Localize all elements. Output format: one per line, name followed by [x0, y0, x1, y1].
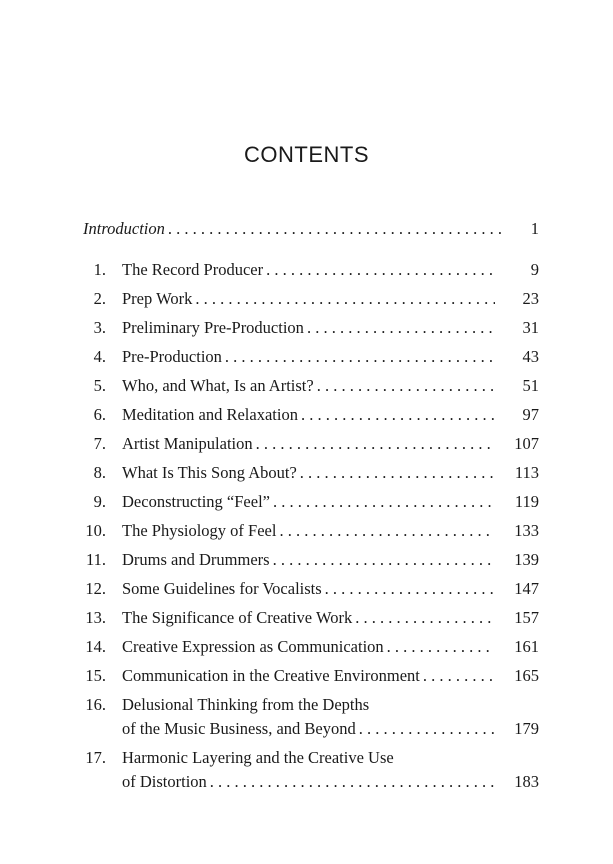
- toc-entry[interactable]: [0, 518, 613, 544]
- toc-entry-title: Prep Work: [122, 289, 193, 308]
- toc-entry[interactable]: [0, 257, 613, 283]
- toc-entry[interactable]: [0, 547, 613, 573]
- toc-entry-number: 16.: [85, 695, 106, 714]
- toc-entry-introduction[interactable]: [0, 216, 613, 242]
- toc-entry-page: 113: [514, 463, 539, 482]
- toc-entry[interactable]: [0, 286, 613, 312]
- toc-entry[interactable]: [0, 605, 613, 631]
- toc-entry-line1[interactable]: [0, 745, 613, 771]
- toc-entry-title: Creative Expression as Communication: [122, 637, 384, 656]
- dot-leader: [270, 547, 495, 573]
- toc-entry-page: 179: [514, 719, 539, 738]
- dot-leader: [304, 315, 495, 341]
- toc-entry[interactable]: [0, 634, 613, 660]
- dot-leader: [314, 373, 495, 399]
- toc-entry[interactable]: [0, 489, 613, 515]
- toc-entry-title: Preliminary Pre-Production: [122, 318, 304, 337]
- toc-entry-line2[interactable]: [0, 716, 613, 742]
- toc-entry-title-line2: of Distortion: [122, 772, 207, 791]
- toc-entry-page: 43: [522, 347, 539, 366]
- dot-leader: [276, 518, 495, 544]
- toc-entry-title-line1: Harmonic Layering and the Creative Use: [122, 748, 394, 767]
- toc-entry-number: 12.: [85, 579, 106, 598]
- toc-entry[interactable]: [0, 576, 613, 602]
- toc-entry-line2[interactable]: [0, 769, 613, 795]
- toc-entry-page: 139: [514, 550, 539, 569]
- dot-leader: [384, 634, 495, 660]
- toc-entry-page: 119: [514, 492, 539, 511]
- toc-entry-page: 165: [514, 666, 539, 685]
- toc-entry-title: The Physiology of Feel: [122, 521, 277, 540]
- toc-entry-title-line1: Delusional Thinking from the Depths: [122, 695, 370, 714]
- dot-leader: [222, 344, 495, 370]
- toc-entry-number: 17.: [85, 748, 106, 767]
- toc-entry-page: 9: [530, 260, 539, 279]
- toc-entry-title: Meditation and Relaxation: [122, 405, 298, 424]
- toc-entry-page: 97: [522, 405, 539, 424]
- toc-entry-page: 147: [514, 579, 539, 598]
- toc-entry[interactable]: [0, 402, 613, 428]
- dot-leader: [207, 769, 495, 795]
- toc-entry-number: 11.: [85, 550, 106, 569]
- toc-entry-title: The Significance of Creative Work: [122, 608, 353, 627]
- toc-entry-number: 5.: [93, 376, 106, 395]
- toc-entry-page: 1: [530, 219, 539, 238]
- dot-leader: [192, 286, 495, 312]
- toc-entry-page: 23: [522, 289, 539, 308]
- dot-leader: [253, 431, 495, 457]
- toc-entry-title: Communication in the Creative Environment: [122, 666, 420, 685]
- toc-entry-number: 7.: [93, 434, 106, 453]
- toc-entry-page: 133: [514, 521, 539, 540]
- toc-entry[interactable]: [0, 373, 613, 399]
- dot-leader: [270, 489, 495, 515]
- toc-entry[interactable]: [0, 431, 613, 457]
- toc-entry-title: Drums and Drummers: [122, 550, 270, 569]
- toc-entry-number: 1.: [93, 260, 106, 279]
- toc-entry-title: Some Guidelines for Vocalists: [122, 579, 322, 598]
- toc-entry-title: Deconstructing “Feel”: [122, 492, 270, 511]
- toc-entry-page: 107: [514, 434, 539, 453]
- toc-entry[interactable]: [0, 663, 613, 689]
- dot-leader: [322, 576, 495, 602]
- dot-leader: [352, 605, 495, 631]
- toc-entry-number: 6.: [93, 405, 106, 424]
- page-title: CONTENTS: [244, 142, 369, 167]
- toc-entry-title-line2: of the Music Business, and Beyond: [122, 719, 356, 738]
- toc-entry-number: 15.: [85, 666, 106, 685]
- dot-leader: [298, 402, 495, 428]
- toc-entry-number: 2.: [93, 289, 106, 308]
- toc-entry-number: 13.: [85, 608, 106, 627]
- toc-entry-page: 183: [514, 772, 539, 791]
- toc-entry-page: 51: [522, 376, 539, 395]
- toc-entry-number: 10.: [85, 521, 106, 540]
- toc-entry[interactable]: [0, 460, 613, 486]
- toc-entry-number: 8.: [93, 463, 106, 482]
- dot-leader: [420, 663, 495, 689]
- toc-entry-title: The Record Producer: [122, 260, 264, 279]
- toc-entry-page: 31: [522, 318, 539, 337]
- toc-entry-number: 3.: [93, 318, 106, 337]
- toc-entry[interactable]: [0, 344, 613, 370]
- toc-entry-title: Pre-Production: [122, 347, 222, 366]
- toc-entry-title: Artist Manipulation: [122, 434, 253, 453]
- dot-leader: [297, 460, 495, 486]
- toc-entry-title-wrap: [83, 216, 503, 242]
- toc-entry-number: 9.: [93, 492, 106, 511]
- toc-entry-page: 157: [514, 608, 539, 627]
- toc-entry[interactable]: [0, 315, 613, 341]
- toc-entry-line1[interactable]: [0, 692, 613, 718]
- dot-leader: [263, 257, 495, 283]
- toc-entry-number: 4.: [93, 347, 106, 366]
- dot-leader: [165, 216, 503, 242]
- toc-entry-title: Introduction: [83, 219, 165, 238]
- toc-entry-number: 14.: [85, 637, 106, 656]
- toc-entry-page: 161: [514, 637, 539, 656]
- toc-entry-title: Who, and What, Is an Artist?: [122, 376, 314, 395]
- toc-entry-title: What Is This Song About?: [122, 463, 297, 482]
- dot-leader: [356, 716, 495, 742]
